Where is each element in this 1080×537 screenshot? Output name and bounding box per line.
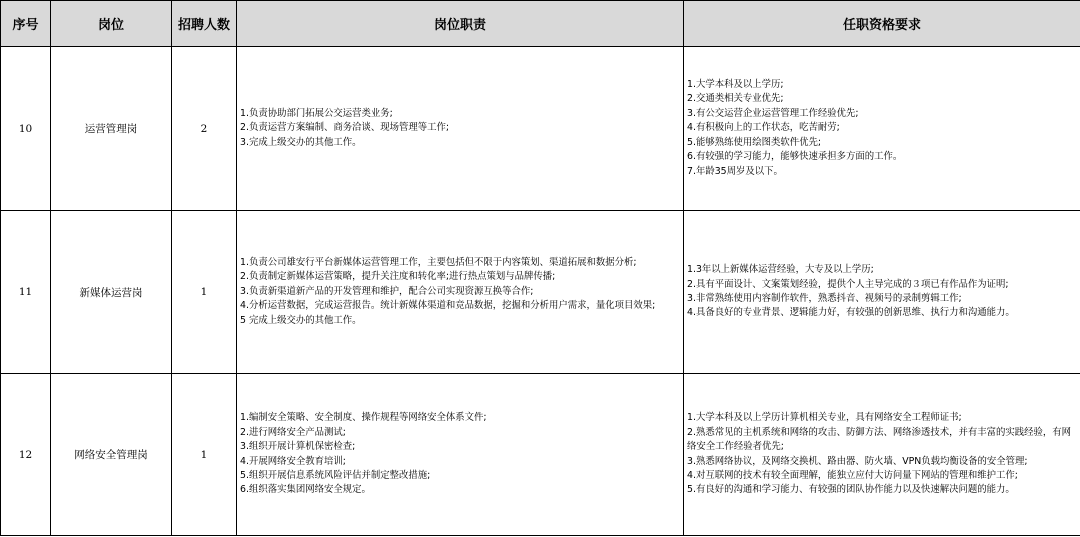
requirement-item: 1.大学本科及以上学历计算机相关专业，具有网络安全工程师证书; [687, 412, 962, 424]
hiring-count: 1 [172, 374, 237, 536]
duty-item: 3.负责新渠道新产品的开发管理和维护，配合公司实现资源互换等合作; [240, 285, 534, 297]
duties-cell [237, 47, 684, 211]
hiring-count: 2 [172, 47, 237, 211]
requirement-item: 4.有积极向上的工作状态，吃苦耐劳; [687, 122, 840, 134]
duty-item: 4.分析运营数据，完成运营报告。统计新媒体渠道和竞品数据，挖掘和分析用户需求，量化项目效果; [240, 300, 656, 312]
row-number: 11 [1, 211, 51, 374]
position-name: 网络安全管理岗 [51, 374, 172, 536]
requirement-item: 4.对互联网的技术有较全面理解，能独立应付大访问量下网站的管理和维护工作; [687, 469, 1018, 481]
duty-item: 5.组织开展信息系统风险评估并制定整改措施; [240, 469, 431, 481]
duty-item: 1.编制安全策略、安全制度、操作规程等网络安全体系文件; [240, 412, 487, 424]
header-duties: 岗位职责 [237, 1, 684, 47]
requirements-list [684, 263, 1080, 321]
table-row [1, 211, 1080, 374]
table-row [1, 374, 1080, 536]
header-count: 招聘人数 [172, 1, 237, 47]
requirements-cell [684, 374, 1080, 536]
header-requirements: 任职资格要求 [684, 1, 1080, 47]
requirement-item: 2.交通类相关专业优先; [687, 93, 784, 105]
duties-list [237, 256, 683, 328]
duties-list [237, 107, 683, 150]
position-name: 新媒体运营岗 [51, 211, 172, 374]
duty-item: 2.负责运营方案编制、商务洽谈、现场管理等工作; [240, 122, 449, 134]
header-no: 序号 [1, 1, 51, 47]
requirement-item: 1.3年以上新媒体运营经验，大专及以上学历; [687, 264, 874, 276]
requirement-item: 7.年龄35周岁及以下。 [687, 165, 783, 177]
duties-list [237, 411, 683, 497]
duty-item: 1.负责公司雄安行平台新媒体运营管理工作，主要包括但不限于内容策划、渠道拓展和数据分析; [240, 256, 637, 268]
duty-item: 3.组织开展计算机保密检查; [240, 441, 356, 453]
requirement-item: 6.有较强的学习能力，能够快速承担多方面的工作。 [687, 151, 903, 163]
requirement-item: 3.非常熟练使用内容制作软件，熟悉抖音、视频号的录制剪辑工作; [687, 293, 962, 304]
duties-cell [237, 374, 684, 536]
duty-item: 4.开展网络安全教育培训; [240, 455, 346, 467]
requirement-item: 4.具备良好的专业背景、逻辑能力好，有较强的创新思维、执行力和沟通能力。 [687, 307, 1015, 319]
table-row [1, 47, 1080, 211]
duty-item: 1.负责协助部门拓展公交运营类业务; [240, 107, 393, 119]
position-name: 运营管理岗 [51, 47, 172, 211]
requirements-cell [684, 211, 1080, 374]
requirement-item: 2.熟悉常见的主机系统和网络的攻击、防御方法、网络渗透技术，并有丰富的实践经验，有网络安全工作经验者优先; [687, 426, 1071, 453]
requirement-item: 3.有公交运营企业运营管理工作经验优先; [687, 107, 859, 119]
requirement-item: 5.能够熟练使用绘图类软件优先; [687, 136, 821, 148]
requirement-item: 2.具有平面设计、文案策划经验，提供个人主导完成的３项已有作品作为证明; [687, 278, 1009, 290]
duty-item: 2.进行网络安全产品测试; [240, 426, 346, 438]
requirements-list [684, 78, 1080, 179]
row-number: 10 [1, 47, 51, 211]
requirement-item: 5.有良好的沟通和学习能力、有较强的团队协作能力以及快速解决问题的能力。 [687, 484, 1015, 496]
duties-cell [237, 211, 684, 374]
duty-item: 6.组织落实集团网络安全规定。 [240, 484, 371, 496]
requirements-list [684, 411, 1080, 497]
requirement-item: 3.熟悉网络协议，及网络交换机、路由器、防火墙、VPN负载均衡设备的安全管理; [687, 455, 1028, 467]
row-number: 12 [1, 374, 51, 536]
header-position: 岗位 [51, 1, 172, 47]
hiring-count: 1 [172, 211, 237, 374]
duty-item: 2.负责制定新媒体运营策略，提升关注度和转化率;进行热点策划与品牌传播; [240, 271, 556, 283]
duty-item: 5 完成上级交办的其他工作。 [240, 314, 362, 326]
requirement-item: 1.大学本科及以上学历; [687, 79, 784, 91]
duty-item: 3.完成上级交办的其他工作。 [240, 136, 362, 148]
requirements-cell [684, 47, 1080, 211]
table-header-row [1, 1, 1080, 47]
